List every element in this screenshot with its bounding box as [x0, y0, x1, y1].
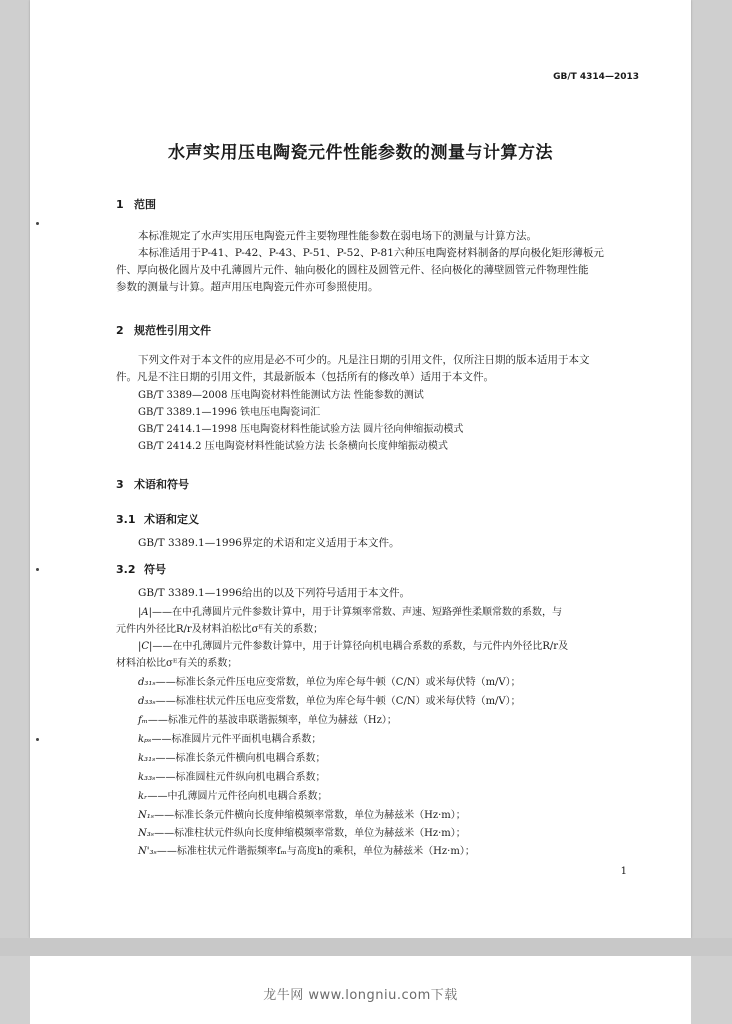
symbol: d₃₃ₛ [138, 696, 156, 707]
symbol-definition: ——标准柱状元件纵向长度伸缩模频率常数，单位为赫兹米（Hz·m）； [154, 828, 466, 839]
symbol-definition: 元件内外径比R/r及材料泊松比σᴱ有关的系数； [116, 624, 324, 635]
symbol-entry [116, 693, 698, 710]
symbol: k₃₁ₛ [138, 753, 156, 764]
document-page [30, 0, 691, 938]
symbol-entry [116, 712, 698, 729]
section-2-intro-line-1: 下列文件对于本文件的应用是必不可少的。凡是注日期的引用文件，仅所注日期的版本适用于本文 [138, 354, 590, 366]
symbol-definition: ——标准长条元件横向长度伸缩模频率常数，单位为赫兹米（Hz·m）； [154, 810, 466, 821]
symbol-definition: ——在中孔薄圆片元件参数计算中，用于计算频率常数、声速、短路弹性柔顺常数的系数，与 [151, 607, 562, 618]
reference-item: GB/T 2414.2 压电陶瓷材料性能试验方法 长条横向长度伸缩振动模式 [138, 441, 448, 452]
subsection-3-2-intro: GB/T 3389.1—1996给出的以及下列符号适用于本文件。 [138, 587, 410, 599]
section-1-paragraph-2-line-3: 参数的测量与计算。超声用压电陶瓷元件亦可参照使用。 [116, 281, 379, 293]
reference-item: GB/T 3389.1—1996 铁电压电陶瓷词汇 [138, 407, 321, 418]
symbol: N₃ₛ [138, 828, 155, 839]
section-1-heading [116, 196, 156, 212]
symbol: d₃₁ₛ [138, 677, 156, 688]
section-1-paragraph-2-line-1: 本标准适用于P-41、P-42、P-43、P-51、P-52、P-81六种压电陶瓷材料制备的厚向极化矩形薄板元 [138, 247, 604, 259]
symbol-entry [116, 674, 698, 691]
symbol-definition: ——标准长条元件横向机电耦合系数； [155, 753, 326, 764]
symbol-entry [116, 750, 698, 767]
symbol-entry [116, 807, 698, 824]
symbol: N₁ₛ [138, 810, 155, 821]
subsection-title: 符号 [144, 563, 166, 576]
section-3-heading [116, 476, 189, 492]
symbol-definition: ——标准柱状元件压电应变常数，单位为库仑每牛顿（C/N）或米每伏特（m/V）； [155, 696, 521, 707]
symbol-definition: ——标准长条元件压电应变常数，单位为库仑每牛顿（C/N）或米每伏特（m/V）； [155, 677, 521, 688]
section-number: 3 [116, 478, 124, 491]
subsection-title: 术语和定义 [144, 513, 199, 526]
symbol-entry [116, 825, 698, 842]
section-title: 规范性引用文件 [134, 324, 211, 337]
symbol-entry [116, 843, 698, 860]
page-number: 1 [620, 866, 627, 877]
symbol-definition: ——中孔薄圆片元件径向机电耦合系数； [147, 791, 328, 802]
scan-speck [36, 568, 39, 571]
section-2-heading [116, 322, 211, 338]
reference-item: GB/T 3389—2008 压电陶瓷材料性能测试方法 性能参数的测试 [138, 390, 424, 401]
symbol-entry-continuation [116, 655, 676, 672]
footer-watermark: 龙牛网 www.longniu.com下载 [263, 988, 458, 1003]
symbol-entry [116, 638, 698, 655]
symbol: k₃₃ₛ [138, 772, 156, 783]
symbol: N'₃ₛ [138, 846, 157, 857]
symbol-definition: ——在中孔薄圆片元件参数计算中，用于计算径向机电耦合系数的系数，与元件内外径比R/r及 [152, 641, 569, 652]
section-number: 1 [116, 198, 124, 211]
section-title: 范围 [134, 198, 156, 211]
document-title: 水声实用压电陶瓷元件性能参数的测量与计算方法 [168, 143, 553, 163]
symbol: kᵣ [138, 791, 148, 802]
symbol-definition: 材料泊松比σᴱ有关的系数； [116, 658, 238, 669]
section-title: 术语和符号 [134, 478, 189, 491]
symbol-definition: ——标准圆柱元件纵向机电耦合系数； [155, 772, 326, 783]
section-1-paragraph-2-line-2: 件、厚向极化圆片及中孔薄圆片元件、轴向极化的圆柱及圆管元件、径向极化的薄壁圆管元件物理性能 [116, 264, 589, 276]
subsection-number: 3.2 [116, 563, 136, 576]
subsection-3-1-text: GB/T 3389.1—1996界定的术语和定义适用于本文件。 [138, 537, 400, 549]
section-1-paragraph-1: 本标准规定了水声实用压电陶瓷元件主要物理性能参数在弱电场下的测量与计算方法。 [138, 230, 537, 242]
scan-speck [36, 222, 39, 225]
reference-item: GB/T 2414.1—1998 压电陶瓷材料性能试验方法 圆片径向伸缩振动模式 [138, 424, 464, 435]
scan-speck [36, 738, 39, 741]
symbol: |C| [138, 641, 153, 652]
symbol-entry [116, 604, 698, 621]
symbol-definition: ——标准柱状元件谐振频率fₘ与高度h的乘积，单位为赫兹米（Hz·m）； [156, 846, 475, 857]
symbol-definition: ——标准圆片元件平面机电耦合系数； [151, 734, 322, 745]
symbol: kₚₛ [138, 734, 152, 745]
subsection-number: 3.1 [116, 513, 136, 526]
symbol: fₘ [138, 715, 148, 726]
footer-bar [30, 956, 691, 1024]
subsection-3-2-heading [116, 561, 166, 577]
symbol-entry [116, 769, 698, 786]
standard-number: GB/T 4314—2013 [553, 72, 639, 82]
subsection-3-1-heading [116, 511, 199, 527]
symbol-entry [116, 788, 698, 805]
page-gap [0, 938, 732, 956]
symbol: |A| [138, 607, 152, 618]
symbol-definition: ——标准元件的基波串联谐振频率，单位为赫兹（Hz）； [147, 715, 397, 726]
symbol-entry [116, 731, 698, 748]
section-number: 2 [116, 324, 124, 337]
section-2-intro-line-2: 件。凡是不注日期的引用文件，其最新版本（包括所有的修改单）适用于本文件。 [116, 371, 494, 383]
symbol-entry-continuation [116, 621, 676, 638]
scan-left-margin [0, 0, 30, 938]
